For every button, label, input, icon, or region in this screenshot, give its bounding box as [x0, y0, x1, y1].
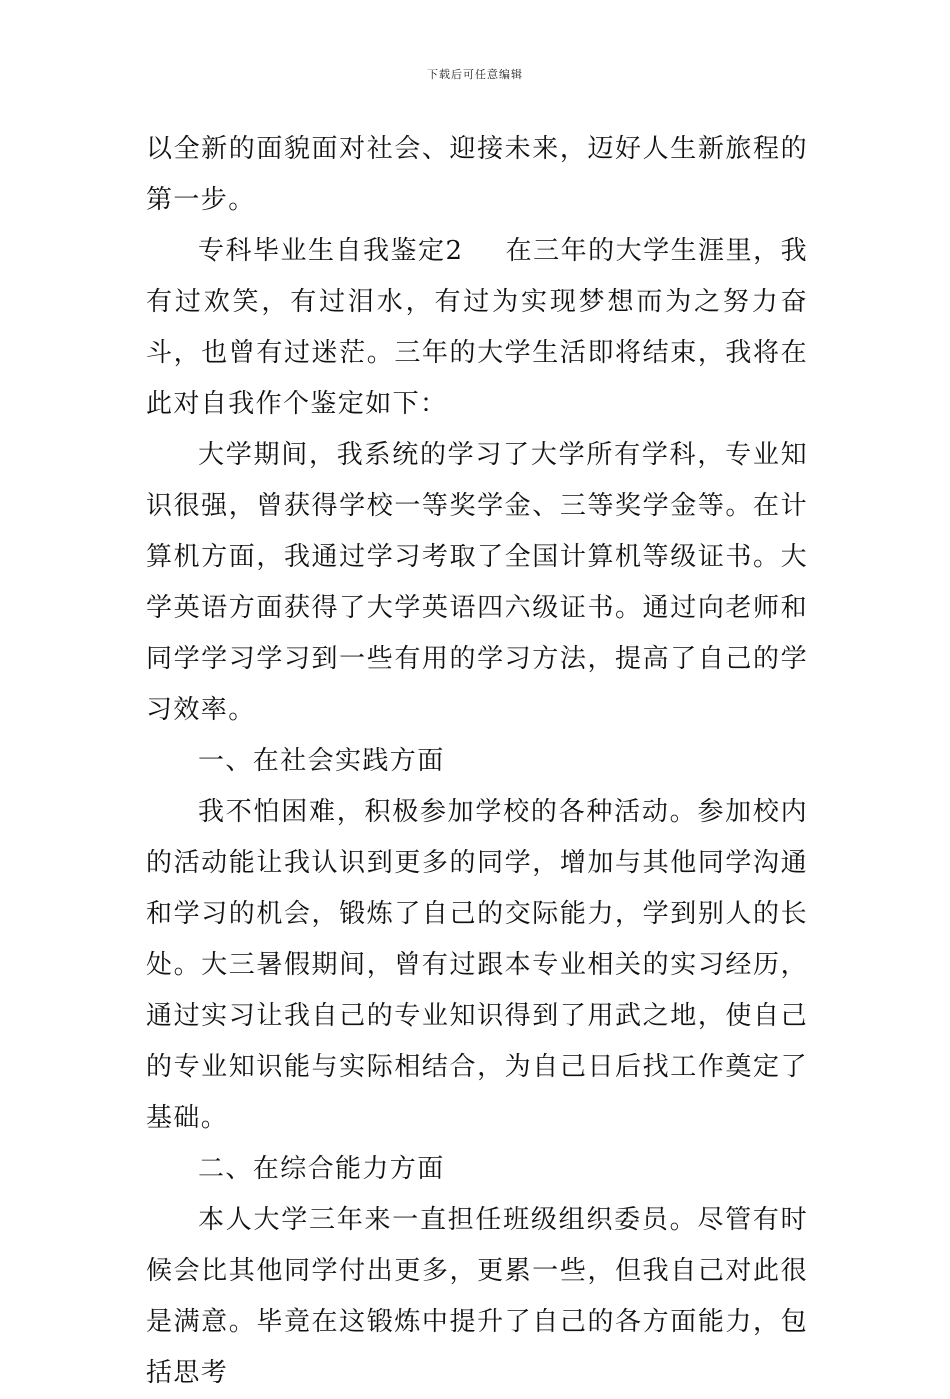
paragraph-study: 大学期间，我系统的学习了大学所有学科，专业知识很强，曾获得学校一等奖学金、三等奖学金等。在计算机方面，我通过学习考取了全国计算机等级证书。大学英语方面获得了大学英语四六级证书。通过向老师和同学学习学习到一些有用的学习方法，提高了自己的学习效率。: [146, 440, 808, 725]
paragraph-social-practice: 我不怕困难，积极参加学校的各种活动。参加校内的活动能让我认识到更多的同学，增加与其他同学沟通和学习的机会，锻炼了自己的交际能力，学到别人的长处。大三暑假期间，曾有过跟本专业相关的实习经历，通过实习让我自己的专业知识得到了用武之地，使自己的专业知识能与实际相结合，为自己日后找工作奠定了基础。: [146, 797, 808, 1133]
paragraph-overall-ability: 本人大学三年来一直担任班级组织委员。尽管有时候会比其他同学付出更多，更累一些，但我自己对此很是满意。毕竟在这锻炼中提升了自己的各方面能力，包括思考: [146, 1205, 808, 1388]
paragraph-closing-line: 以全新的面貌面对社会、迎接未来，迈好人生新旅程的第一步。: [146, 134, 808, 215]
document-body: [146, 124, 808, 1399]
section-heading: 专科毕业生自我鉴定2: [198, 236, 464, 266]
subheading-overall-ability: 二、在综合能力方面: [198, 1154, 445, 1184]
page-header-note: 下载后可任意编辑: [427, 68, 523, 81]
subheading-social-practice: 一、在社会实践方面: [198, 746, 445, 776]
paragraph-intro-text: 在三年的大学生涯里，我有过欢笑，有过泪水，有过为实现梦想而为之努力奋斗，也曾有过迷茫。三年的大学生活即将结束，我将在此对自我作个鉴定如下：: [146, 236, 808, 419]
paragraph-intro: [146, 226, 808, 430]
